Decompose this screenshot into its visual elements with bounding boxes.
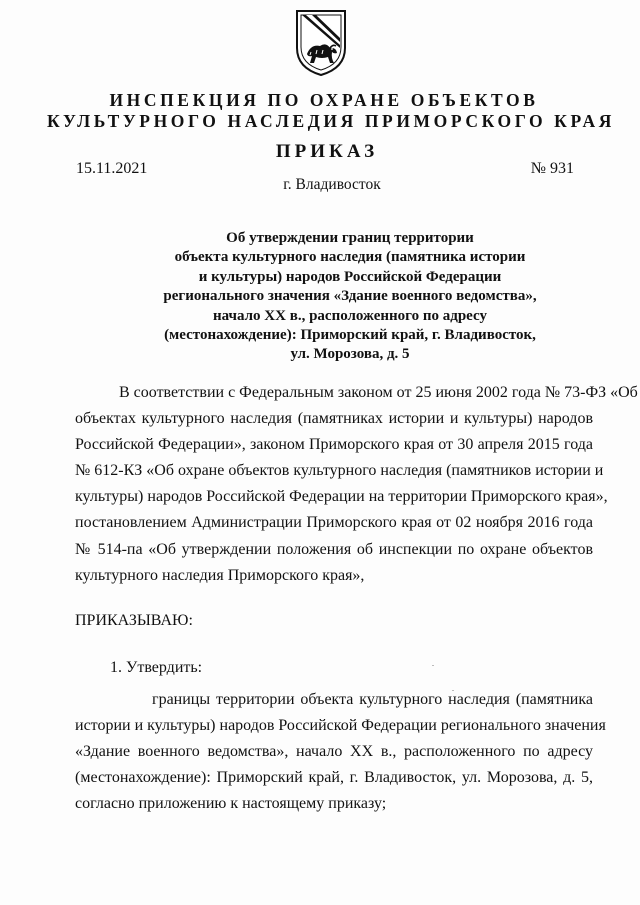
preamble-line: постановлением Администрации Приморского края от 02 ноября 2016 года	[75, 514, 593, 532]
subject-line: объекта культурного наследия (памятника истории	[174, 249, 526, 266]
order-number: № 931	[530, 160, 574, 177]
preamble-paragraph	[75, 380, 638, 589]
subject-line: ул. Морозова, д. 5	[290, 346, 410, 363]
subject-line: регионального значения «Здание военного ведомства»,	[163, 288, 537, 305]
scan-speck	[432, 665, 434, 666]
order-directive-word: ПРИКАЗЫВАЮ:	[75, 612, 193, 629]
preamble-line: Российской Федерации», законом Приморского края от 30 апреля 2015 года	[75, 436, 593, 454]
item-1-line: согласно приложению к настоящему приказу;	[75, 795, 387, 813]
subject-line: начало XX в., расположенного по адресу	[213, 307, 487, 324]
order-subject-heading	[80, 229, 620, 365]
preamble-line: культурного наследия Приморского края»,	[75, 566, 365, 584]
preamble-line: В соответствии с Федеральным законом от 25 июня 2002 года № 73-ФЗ «Об	[119, 384, 638, 401]
org-name-line-1: ИНСПЕКЦИЯ ПО ОХРАНЕ ОБЪЕКТОВ	[109, 90, 539, 110]
subject-line: (местонахождение): Приморский край, г. Владивосток,	[164, 326, 536, 343]
primorsky-krai-coat-of-arms-icon	[294, 8, 348, 78]
item-1-line: «Здание военного ведомства», начало XX в., расположенного по адресу	[75, 743, 593, 761]
item-1-heading: 1. Утвердить:	[110, 659, 203, 676]
order-date: 15.11.2021	[76, 160, 148, 177]
subject-line: и культуры) народов Российской Федерации	[198, 268, 502, 285]
subject-line: Об утверждении границ территории	[226, 230, 474, 246]
preamble-line: объектах культурного наследия (памятниках истории и культуры) народов	[75, 410, 593, 428]
preamble-line: культуры) народов Российской Федерации на территории Приморского края»,	[75, 488, 608, 506]
order-city: г. Владивосток	[283, 176, 381, 193]
org-name-line-2: КУЛЬТУРНОГО НАСЛЕДИЯ ПРИМОРСКОГО КРАЯ	[47, 111, 615, 131]
item-1-line: (местонахождение): Приморский край, г. Владивосток, ул. Морозова, д. 5,	[75, 769, 593, 787]
scan-speck	[452, 690, 454, 691]
preamble-line: № 514-па «Об утверждении положения об инспекции по охране объектов	[75, 540, 593, 558]
document-type-title: ПРИКАЗ	[275, 141, 379, 162]
item-1-line: границы территории объекта культурного наследия (памятника	[152, 691, 593, 708]
item-1-paragraph	[75, 687, 606, 817]
preamble-line: № 612-КЗ «Об охране объектов культурного наследия (памятников истории и	[75, 462, 604, 480]
item-1-line: истории и культуры) народов Российской Федерации регионального значения	[75, 717, 606, 735]
